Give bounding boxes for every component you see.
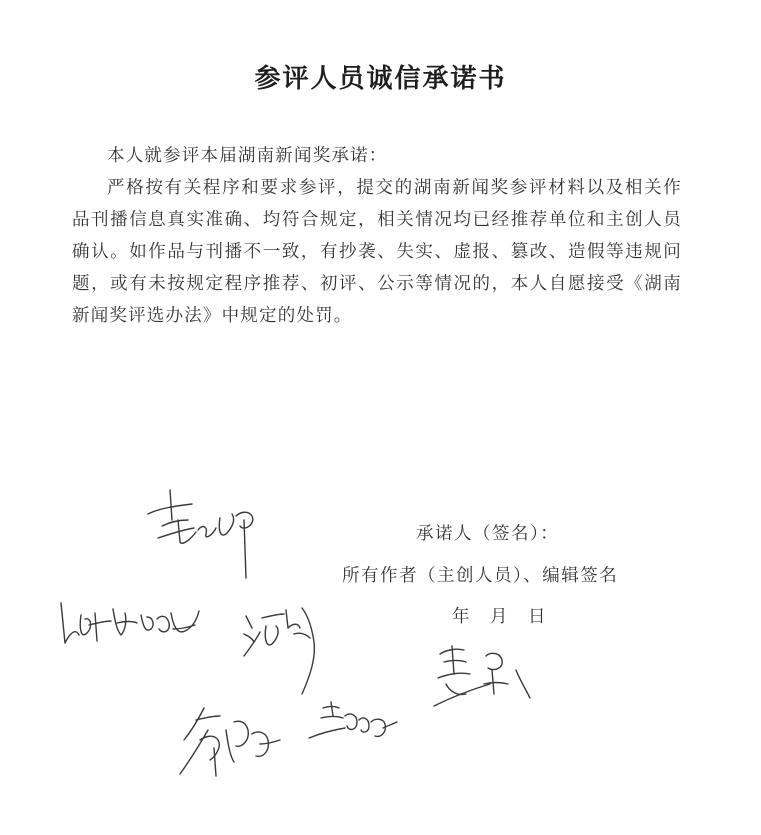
- signature-4: [430, 640, 540, 715]
- salutation-paragraph: 本人就参评本届湖南新闻奖承诺：: [107, 146, 388, 166]
- document-title: 参评人员诚信承诺书: [254, 64, 507, 94]
- signature-1: [140, 480, 270, 585]
- promisor-label: 承诺人（签名）：: [416, 524, 560, 544]
- signature-6: [305, 700, 400, 750]
- date-label: 年 月 日: [452, 607, 547, 627]
- document-body: [72, 140, 682, 332]
- signature-3: [240, 598, 335, 698]
- commitment-paragraph: 严格按有关程序和要求参评，提交的湖南新闻奖参评材料以及相关作品刊播信息真实准确、均符合规定，相关情况均已经推荐单位和主创人员确认。如作品与刊播不一致，有抄袭、失实、虚报、篡改、造假等违规问题，或有未按规定程序推荐、初评、公示等情况的，本人自愿接受《湖南新闻奖评选办法》中规定的处罚。: [72, 178, 682, 326]
- authors-label: 所有作者（主创人员）、编辑签名: [342, 566, 619, 586]
- signature-2: [55, 595, 205, 655]
- signature-5: [170, 700, 285, 780]
